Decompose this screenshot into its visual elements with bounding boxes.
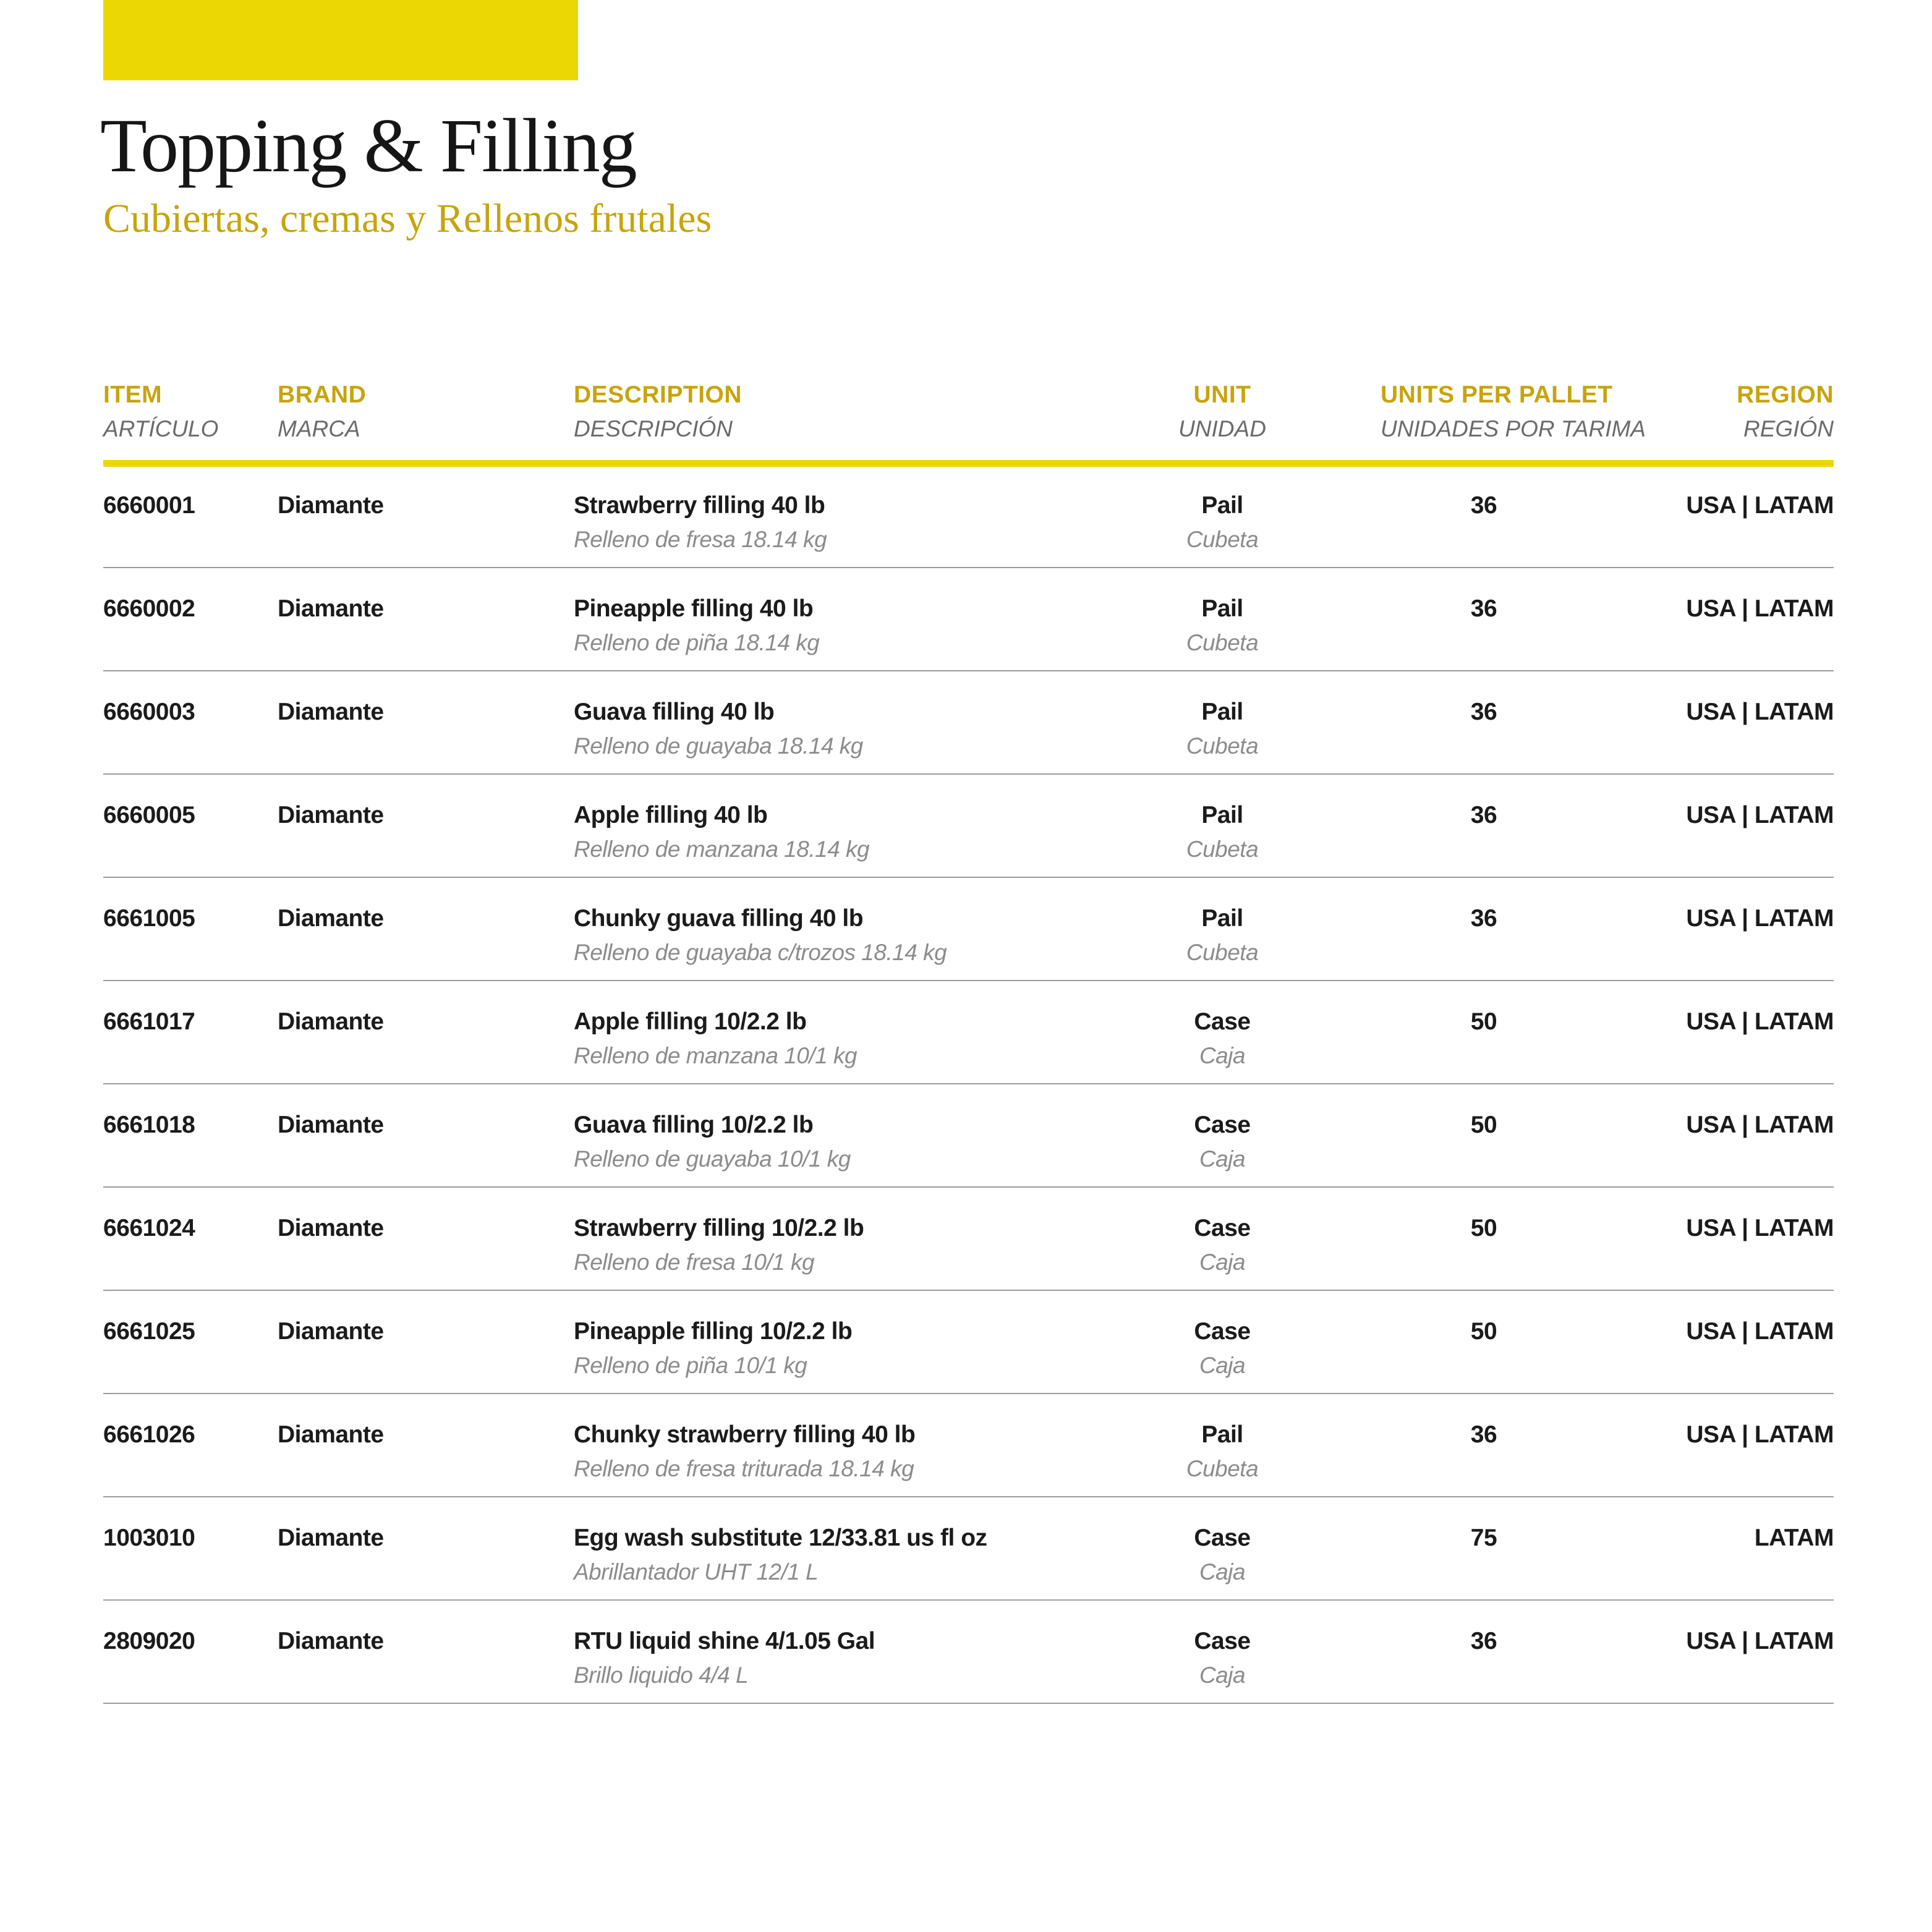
description-en: Strawberry filling 40 lb bbox=[574, 492, 825, 519]
row-unit-cell bbox=[1119, 1111, 1326, 1173]
unit-es: Caja bbox=[1199, 1559, 1246, 1585]
region-value: USA | LATAM bbox=[1686, 802, 1834, 828]
column-header-item bbox=[103, 382, 270, 442]
row-brand-cell bbox=[278, 1421, 556, 1449]
description-es: Relleno de guayaba 10/1 kg bbox=[574, 1146, 851, 1172]
brand-name: Diamante bbox=[278, 1318, 384, 1345]
column-header-brand bbox=[278, 382, 556, 442]
item-number: 6661017 bbox=[103, 1008, 195, 1035]
description-es: Abrillantador UHT 12/1 L bbox=[574, 1559, 819, 1585]
table-body bbox=[103, 492, 1834, 1704]
row-brand-cell bbox=[278, 595, 556, 623]
header-rule bbox=[103, 460, 1834, 467]
description-es: Relleno de guayaba c/trozos 18.14 kg bbox=[574, 940, 947, 965]
description-es: Relleno de guayaba 18.14 kg bbox=[574, 733, 863, 759]
item-number: 6661025 bbox=[103, 1318, 195, 1345]
row-unit-cell bbox=[1119, 1008, 1326, 1070]
table-row bbox=[103, 595, 1834, 671]
item-number: 6661018 bbox=[103, 1112, 195, 1138]
region-value: USA | LATAM bbox=[1686, 1008, 1834, 1035]
column-header-unit-en: UNIT bbox=[1193, 381, 1251, 408]
row-item-cell bbox=[103, 1421, 270, 1449]
accent-rectangle bbox=[103, 0, 578, 80]
brand-name: Diamante bbox=[278, 1112, 384, 1138]
units-per-pallet-value: 36 bbox=[1470, 802, 1497, 828]
row-region-cell bbox=[1512, 595, 1834, 623]
row-brand-cell bbox=[278, 698, 556, 726]
table-header bbox=[103, 382, 1834, 460]
row-region-cell bbox=[1512, 698, 1834, 726]
units-per-pallet-value: 50 bbox=[1470, 1318, 1497, 1345]
brand-name: Diamante bbox=[278, 1525, 384, 1551]
item-number: 6660001 bbox=[103, 492, 195, 519]
brand-name: Diamante bbox=[278, 905, 384, 932]
row-brand-cell bbox=[278, 1317, 556, 1346]
unit-en: Pail bbox=[1201, 905, 1243, 932]
units-per-pallet-value: 50 bbox=[1470, 1215, 1497, 1241]
row-unit-cell bbox=[1119, 1421, 1326, 1483]
units-per-pallet-value: 36 bbox=[1470, 1628, 1497, 1654]
row-brand-cell bbox=[278, 1627, 556, 1656]
row-brand-cell bbox=[278, 492, 556, 520]
unit-es: Caja bbox=[1199, 1353, 1246, 1378]
row-item-cell bbox=[103, 801, 270, 830]
row-item-cell bbox=[103, 595, 270, 623]
table-row bbox=[103, 1317, 1834, 1394]
unit-es: Caja bbox=[1199, 1043, 1246, 1068]
item-number: 6661024 bbox=[103, 1215, 195, 1241]
region-value: USA | LATAM bbox=[1686, 595, 1834, 622]
row-unit-cell bbox=[1119, 492, 1326, 553]
row-unit-cell bbox=[1119, 1627, 1326, 1689]
row-region-cell bbox=[1512, 801, 1834, 830]
row-region-cell bbox=[1512, 1627, 1834, 1656]
brand-name: Diamante bbox=[278, 699, 384, 725]
item-number: 2809020 bbox=[103, 1628, 195, 1654]
row-item-cell bbox=[103, 1214, 270, 1243]
units-per-pallet-value: 36 bbox=[1470, 595, 1497, 622]
unit-en: Case bbox=[1194, 1215, 1251, 1241]
brand-name: Diamante bbox=[278, 1421, 384, 1448]
description-en: Chunky guava filling 40 lb bbox=[574, 905, 864, 932]
brand-name: Diamante bbox=[278, 1628, 384, 1654]
region-value: USA | LATAM bbox=[1686, 1421, 1834, 1448]
description-es: Relleno de fresa 18.14 kg bbox=[574, 527, 827, 552]
region-value: LATAM bbox=[1754, 1525, 1834, 1551]
region-value: USA | LATAM bbox=[1686, 905, 1834, 932]
description-en: Pineapple filling 40 lb bbox=[574, 595, 814, 622]
column-header-units-per-pallet-en: UNITS PER PALLET bbox=[1381, 381, 1613, 408]
table-row bbox=[103, 1111, 1834, 1188]
region-value: USA | LATAM bbox=[1686, 1112, 1834, 1138]
unit-en: Case bbox=[1194, 1318, 1251, 1345]
unit-es: Cubeta bbox=[1186, 836, 1259, 862]
row-unit-cell bbox=[1119, 595, 1326, 657]
unit-es: Cubeta bbox=[1186, 527, 1259, 552]
column-header-item-es: ARTÍCULO bbox=[103, 416, 219, 441]
item-number: 6660005 bbox=[103, 802, 195, 828]
column-header-brand-es: MARCA bbox=[278, 416, 360, 441]
column-header-item-en: ITEM bbox=[103, 381, 163, 408]
table-row bbox=[103, 1627, 1834, 1704]
units-per-pallet-value: 36 bbox=[1470, 492, 1497, 519]
table-row bbox=[103, 1214, 1834, 1291]
row-region-cell bbox=[1512, 1214, 1834, 1243]
row-brand-cell bbox=[278, 1214, 556, 1243]
row-item-cell bbox=[103, 1111, 270, 1139]
unit-es: Caja bbox=[1199, 1249, 1246, 1275]
row-item-cell bbox=[103, 1317, 270, 1346]
item-number: 6660003 bbox=[103, 699, 195, 725]
description-es: Relleno de fresa triturada 18.14 kg bbox=[574, 1456, 914, 1481]
row-item-cell bbox=[103, 1008, 270, 1036]
region-value: USA | LATAM bbox=[1686, 699, 1834, 725]
table-row bbox=[103, 904, 1834, 981]
product-table bbox=[103, 382, 1834, 1730]
row-item-cell bbox=[103, 904, 270, 933]
column-header-description-es: DESCRIPCIÓN bbox=[574, 416, 733, 441]
unit-en: Pail bbox=[1201, 802, 1243, 828]
page-subtitle: Cubiertas, cremas y Rellenos frutales bbox=[103, 196, 712, 241]
row-region-cell bbox=[1512, 904, 1834, 933]
units-per-pallet-value: 36 bbox=[1470, 1421, 1497, 1448]
row-unit-cell bbox=[1119, 904, 1326, 966]
description-en: Strawberry filling 10/2.2 lb bbox=[574, 1215, 864, 1241]
row-brand-cell bbox=[278, 1111, 556, 1139]
units-per-pallet-value: 36 bbox=[1470, 905, 1497, 932]
units-per-pallet-value: 36 bbox=[1470, 699, 1497, 725]
unit-es: Caja bbox=[1199, 1662, 1246, 1688]
table-row bbox=[103, 698, 1834, 775]
unit-es: Cubeta bbox=[1186, 940, 1259, 965]
description-en: Guava filling 40 lb bbox=[574, 699, 775, 725]
column-header-unit-es: UNIDAD bbox=[1178, 416, 1266, 441]
table-row bbox=[103, 1524, 1834, 1601]
column-header-units-per-pallet-es: UNIDADES POR TARIMA bbox=[1381, 416, 1646, 441]
row-region-cell bbox=[1512, 1524, 1834, 1552]
brand-name: Diamante bbox=[278, 1008, 384, 1035]
row-unit-cell bbox=[1119, 1317, 1326, 1379]
description-en: RTU liquid shine 4/1.05 Gal bbox=[574, 1628, 875, 1654]
description-en: Apple filling 40 lb bbox=[574, 802, 768, 828]
row-brand-cell bbox=[278, 904, 556, 933]
row-item-cell bbox=[103, 1627, 270, 1656]
table-row bbox=[103, 1421, 1834, 1497]
column-header-region-es: REGIÓN bbox=[1743, 416, 1834, 441]
region-value: USA | LATAM bbox=[1686, 1215, 1834, 1241]
description-es: Relleno de fresa 10/1 kg bbox=[574, 1249, 815, 1275]
region-value: USA | LATAM bbox=[1686, 492, 1834, 519]
column-header-region bbox=[1512, 382, 1834, 442]
row-unit-cell bbox=[1119, 698, 1326, 760]
unit-en: Pail bbox=[1201, 699, 1243, 725]
column-header-unit bbox=[1119, 382, 1326, 442]
column-header-description-en: DESCRIPTION bbox=[574, 381, 743, 408]
row-unit-cell bbox=[1119, 801, 1326, 863]
row-unit-cell bbox=[1119, 1524, 1326, 1586]
description-en: Egg wash substitute 12/33.81 us fl oz bbox=[574, 1525, 987, 1551]
item-number: 1003010 bbox=[103, 1525, 195, 1551]
row-brand-cell bbox=[278, 1008, 556, 1036]
row-item-cell bbox=[103, 698, 270, 726]
row-item-cell bbox=[103, 1524, 270, 1552]
unit-en: Case bbox=[1194, 1112, 1251, 1138]
units-per-pallet-value: 50 bbox=[1470, 1112, 1497, 1138]
description-es: Relleno de manzana 10/1 kg bbox=[574, 1043, 857, 1068]
table-row bbox=[103, 801, 1834, 878]
unit-en: Pail bbox=[1201, 492, 1243, 519]
units-per-pallet-value: 50 bbox=[1470, 1008, 1497, 1035]
unit-es: Cubeta bbox=[1186, 733, 1259, 759]
table-row bbox=[103, 1008, 1834, 1084]
row-region-cell bbox=[1512, 1111, 1834, 1139]
row-region-cell bbox=[1512, 1008, 1834, 1036]
unit-es: Cubeta bbox=[1186, 630, 1259, 655]
description-es: Relleno de piña 18.14 kg bbox=[574, 630, 820, 655]
description-en: Chunky strawberry filling 40 lb bbox=[574, 1421, 916, 1448]
unit-en: Pail bbox=[1201, 1421, 1243, 1448]
description-en: Apple filling 10/2.2 lb bbox=[574, 1008, 807, 1035]
region-value: USA | LATAM bbox=[1686, 1318, 1834, 1345]
unit-en: Case bbox=[1194, 1628, 1251, 1654]
row-unit-cell bbox=[1119, 1214, 1326, 1276]
column-header-region-en: REGION bbox=[1737, 381, 1834, 408]
brand-name: Diamante bbox=[278, 492, 384, 519]
row-region-cell bbox=[1512, 492, 1834, 520]
table-row bbox=[103, 492, 1834, 568]
brand-name: Diamante bbox=[278, 595, 384, 622]
row-brand-cell bbox=[278, 801, 556, 830]
description-es: Brillo liquido 4/4 L bbox=[574, 1662, 749, 1688]
row-brand-cell bbox=[278, 1524, 556, 1552]
item-number: 6660002 bbox=[103, 595, 195, 622]
unit-en: Case bbox=[1194, 1008, 1251, 1035]
description-en: Guava filling 10/2.2 lb bbox=[574, 1112, 814, 1138]
unit-es: Cubeta bbox=[1186, 1456, 1259, 1481]
row-item-cell bbox=[103, 492, 270, 520]
unit-en: Case bbox=[1194, 1525, 1251, 1551]
description-en: Pineapple filling 10/2.2 lb bbox=[574, 1318, 853, 1345]
brand-name: Diamante bbox=[278, 802, 384, 828]
row-region-cell bbox=[1512, 1421, 1834, 1449]
description-es: Relleno de piña 10/1 kg bbox=[574, 1353, 807, 1378]
unit-en: Pail bbox=[1201, 595, 1243, 622]
page-title: Topping & Filling bbox=[100, 103, 636, 188]
column-header-brand-en: BRAND bbox=[278, 381, 367, 408]
item-number: 6661026 bbox=[103, 1421, 195, 1448]
item-number: 6661005 bbox=[103, 905, 195, 932]
description-es: Relleno de manzana 18.14 kg bbox=[574, 836, 870, 862]
units-per-pallet-value: 75 bbox=[1470, 1525, 1497, 1551]
row-region-cell bbox=[1512, 1317, 1834, 1346]
brand-name: Diamante bbox=[278, 1215, 384, 1241]
unit-es: Caja bbox=[1199, 1146, 1246, 1172]
region-value: USA | LATAM bbox=[1686, 1628, 1834, 1654]
